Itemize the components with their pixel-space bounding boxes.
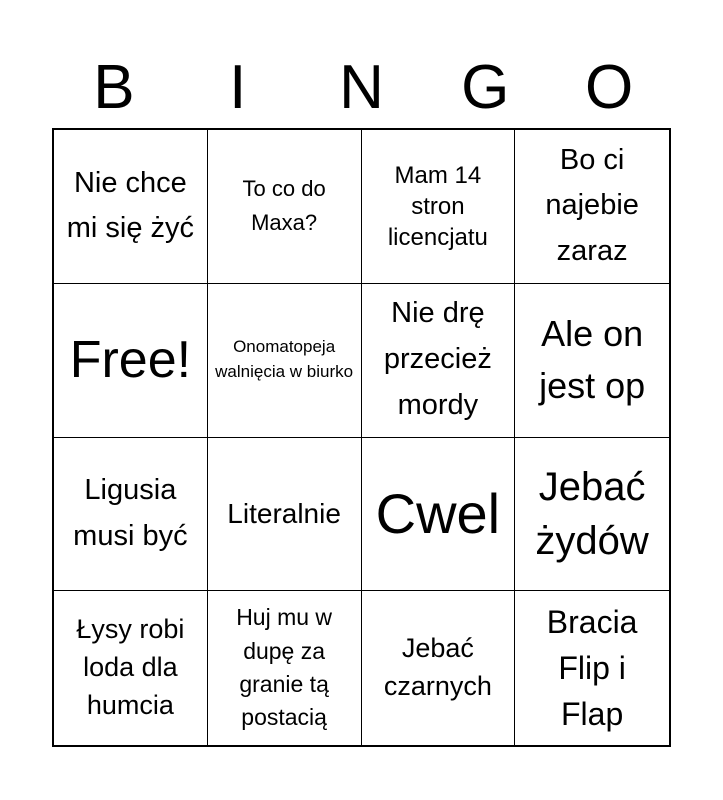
bingo-cell[interactable]: [208, 591, 362, 745]
header-letter-o: O: [584, 53, 634, 122]
bingo-cell[interactable]: [515, 130, 669, 284]
cell-text: Jebać czarnych: [383, 633, 492, 702]
bingo-cell-free[interactable]: [54, 284, 208, 438]
header-letter-i: I: [229, 53, 247, 122]
header-letter-b: B: [93, 53, 135, 122]
cell-text: Nie drę przecież mordy: [383, 297, 492, 422]
bingo-cell[interactable]: [54, 438, 208, 592]
cell-text: Jebać żydów: [535, 464, 649, 563]
cell-text: Literalnie: [227, 498, 341, 530]
bingo-cell[interactable]: [54, 591, 208, 745]
bingo-grid: [52, 128, 671, 747]
cell-text: Bracia Flip i Flap: [546, 603, 638, 733]
cell-text: Huj mu w dupę za granie tą postacią: [236, 604, 333, 731]
bingo-cell[interactable]: [54, 130, 208, 284]
bingo-cell[interactable]: [362, 130, 516, 284]
cell-text: Free!: [69, 330, 192, 389]
bingo-cell[interactable]: [515, 438, 669, 592]
cell-text: To co do Maxa?: [242, 176, 326, 236]
bingo-cell[interactable]: [362, 284, 516, 438]
cell-text: Ale on jest op: [539, 312, 646, 407]
bingo-cell[interactable]: [362, 591, 516, 745]
bingo-cell[interactable]: [208, 284, 362, 438]
cell-text: Łysy robi loda dla humcia: [76, 614, 185, 721]
bingo-cell[interactable]: [515, 591, 669, 745]
cell-text: Nie chce mi się żyć: [66, 166, 195, 245]
header-letter-n: N: [339, 53, 384, 122]
bingo-cell[interactable]: [362, 438, 516, 592]
bingo-cell[interactable]: [515, 284, 669, 438]
cell-text: Bo ci najebie zaraz: [545, 143, 639, 268]
cell-text: Ligusia musi być: [73, 474, 188, 552]
cell-text: Mam 14 stron licencjatu: [387, 161, 488, 251]
header-letter-g: G: [461, 53, 510, 122]
bingo-header: [52, 50, 671, 126]
bingo-cell[interactable]: [208, 438, 362, 592]
bingo-cell[interactable]: [208, 130, 362, 284]
cell-text: Cwel: [375, 482, 501, 546]
cell-text: Onomatopeja walnięcia w biurko: [215, 337, 354, 382]
